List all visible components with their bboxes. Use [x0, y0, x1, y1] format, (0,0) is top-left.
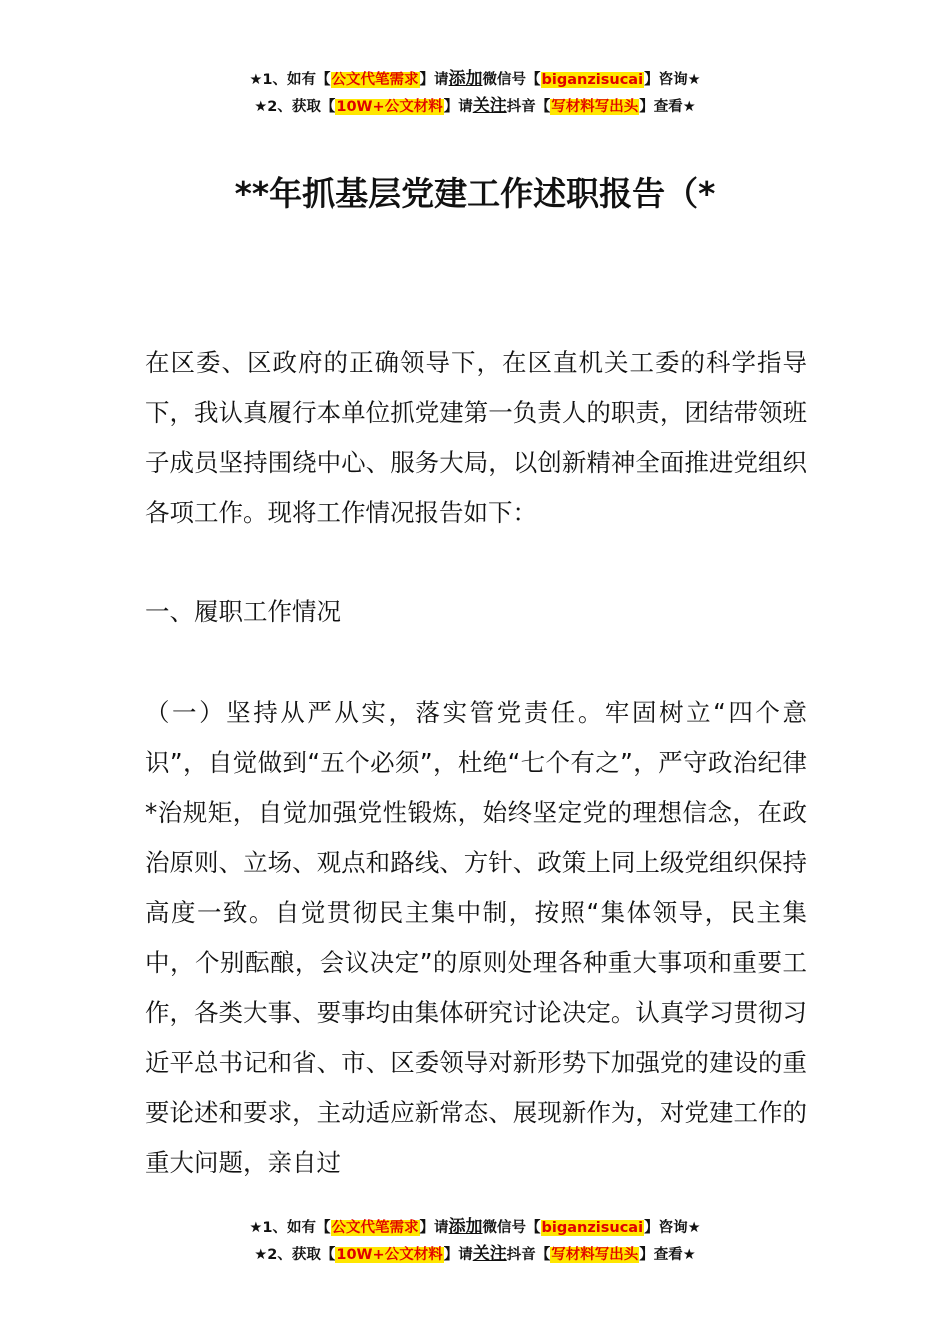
banner-line-2: ★2、获取【10W+公文材料】请关注抖音【写材料写出头】查看★ — [254, 96, 696, 116]
header-banner — [0, 66, 950, 120]
body-paragraph: （一）坚持从严从实，落实管党责任。牢固树立“四个意识”，自觉做到“五个必须”，杜绝“七个有之”，严守政治纪律*治规矩，自觉加强党性锻炼，始终坚定党的理想信念，在政治原则、立场、观点和路线、方针、政策上同上级党组织保持高度一致。自觉贯彻民主集中制，按照“集体领导，民主集中，个别酝酿，会议决定”的原则处理各种重大事项和重要工作，各类大事、要事均由集体研究讨论决定。认真学习贯彻习近平总书记和省、市、区委领导对新形势下加强党的建设的重要论述和要求，主动适应新常态、展现新作为，对党建工作的重大问题，亲自过 — [145, 698, 807, 1177]
banner-line-1: ★1、如有【公文代笔需求】请添加微信号【biganzisucai】咨询★ — [249, 69, 701, 89]
banner-douyin-id: 写材料写出头 — [551, 1247, 639, 1263]
banner-highlight: 公文代笔需求 — [331, 72, 419, 88]
banner-wechat-id: biganzisucai — [541, 1220, 644, 1236]
banner-line-1: ★1、如有【公文代笔需求】请添加微信号【biganzisucai】咨询★ — [249, 1217, 701, 1237]
intro-paragraph: 在区委、区政府的正确领导下，在区直机关工委的科学指导下，我认真履行本单位抓党建第一负责人的职责，团结带领班子成员坚持围绕中心、服务大局，以创新精神全面推进党组织各项工作。现将工作情况报告如下： — [145, 348, 807, 527]
banner-highlight: 10W+公文材料 — [336, 1247, 443, 1263]
banner-line-2: ★2、获取【10W+公文材料】请关注抖音【写材料写出头】查看★ — [254, 1244, 696, 1264]
banner-highlight: 10W+公文材料 — [336, 99, 443, 115]
banner-emphasis: 添加 — [448, 1217, 483, 1237]
footer-banner — [0, 1214, 950, 1268]
banner-wechat-id: biganzisucai — [541, 72, 644, 88]
banner-douyin-id: 写材料写出头 — [551, 99, 639, 115]
document-title: **年抓基层党建工作述职报告（* — [234, 174, 716, 214]
banner-emphasis: 关注 — [472, 1244, 507, 1264]
banner-emphasis: 关注 — [472, 96, 507, 116]
banner-highlight: 公文代笔需求 — [331, 1220, 419, 1236]
section-heading: 一、履职工作情况 — [145, 597, 341, 626]
banner-emphasis: 添加 — [448, 69, 483, 89]
